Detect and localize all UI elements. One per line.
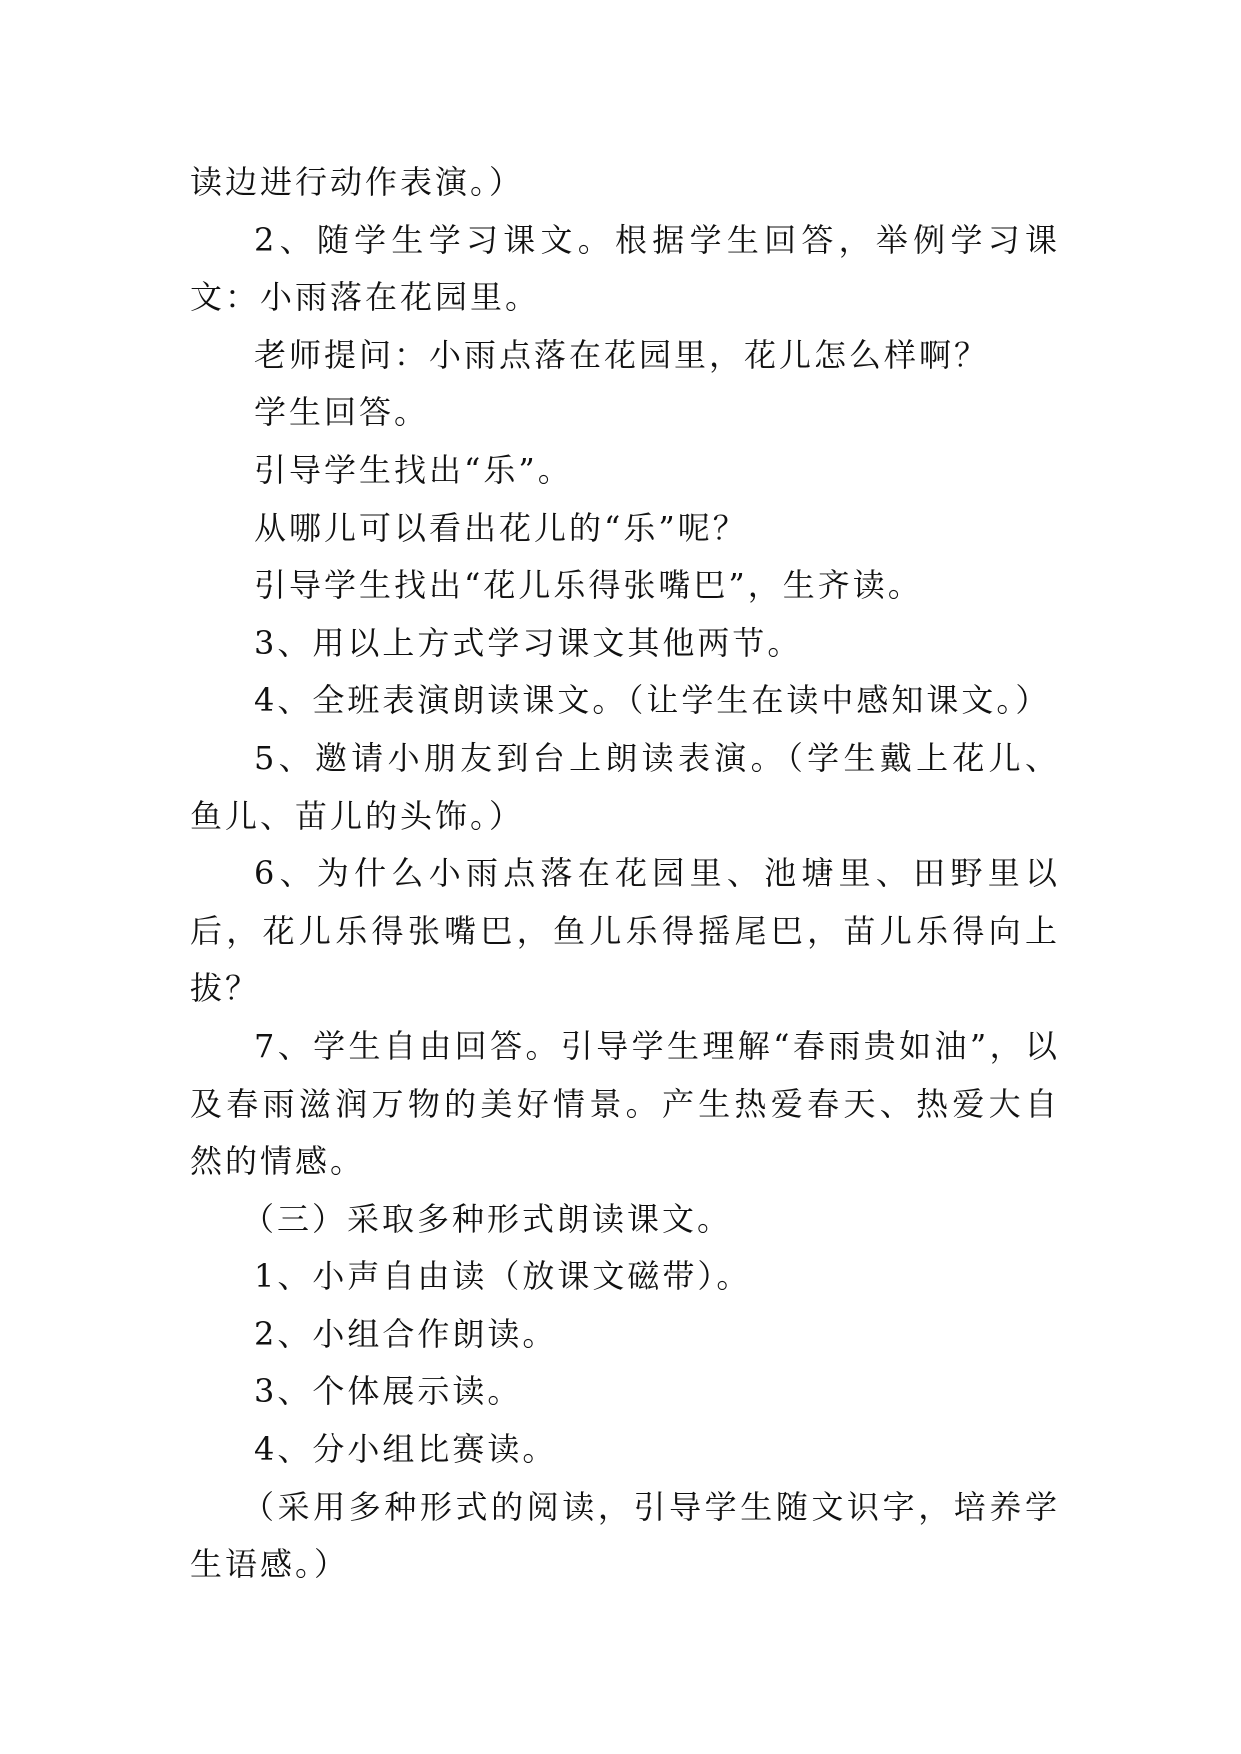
paragraph-note: （采用多种形式的阅读，引导学生随文识字，培养学生语感。）: [190, 1487, 1060, 1584]
list-item-read-1: 1、小声自由读（放课文磁带）。: [254, 1257, 752, 1296]
paragraph-step-2: 2、随学生学习课文。根据学生回答，举例学习课文：小雨落在花园里。: [190, 220, 1060, 317]
section-heading-3: （三）采取多种形式朗读课文。: [242, 1199, 733, 1238]
list-item-read-4: 4、分小组比赛读。: [254, 1430, 558, 1469]
paragraph-step-3: 3、用以上方式学习课文其他两节。: [254, 623, 803, 662]
paragraph-teacher-question: 老师提问：小雨点落在花园里，花儿怎么样啊？: [254, 335, 990, 374]
paragraph-step-7: 7、学生自由回答。引导学生理解“春雨贵如油”，以及春雨滋润万物的美好情景。产生热爱春天、热爱大自然的情感。: [190, 1026, 1060, 1181]
document-body: [190, 154, 1060, 1594]
paragraph-continuation: 读边进行动作表演。）: [190, 163, 525, 201]
paragraph-step-4: 4、全班表演朗读课文。（让学生在读中感知课文。）: [254, 681, 1051, 720]
paragraph-step-5: 5、邀请小朋友到台上朗读表演。（学生戴上花儿、鱼儿、苗儿的头饰。）: [190, 738, 1060, 835]
paragraph-where-le: 从哪儿可以看出花儿的“乐”呢？: [254, 508, 748, 547]
list-item-read-2: 2、小组合作朗读。: [254, 1314, 558, 1353]
paragraph-find-le: 引导学生找出“乐”。: [254, 450, 573, 489]
paragraph-find-phrase: 引导学生找出“花儿乐得张嘴巴”，生齐读。: [254, 566, 923, 605]
paragraph-step-6: 6、为什么小雨点落在花园里、池塘里、田野里以后，花儿乐得张嘴巴，鱼儿乐得摇尾巴，苗儿乐得向上拔？: [190, 854, 1060, 1008]
list-item-read-3: 3、个体展示读。: [254, 1372, 523, 1411]
paragraph-student-answer: 学生回答。: [254, 393, 430, 432]
